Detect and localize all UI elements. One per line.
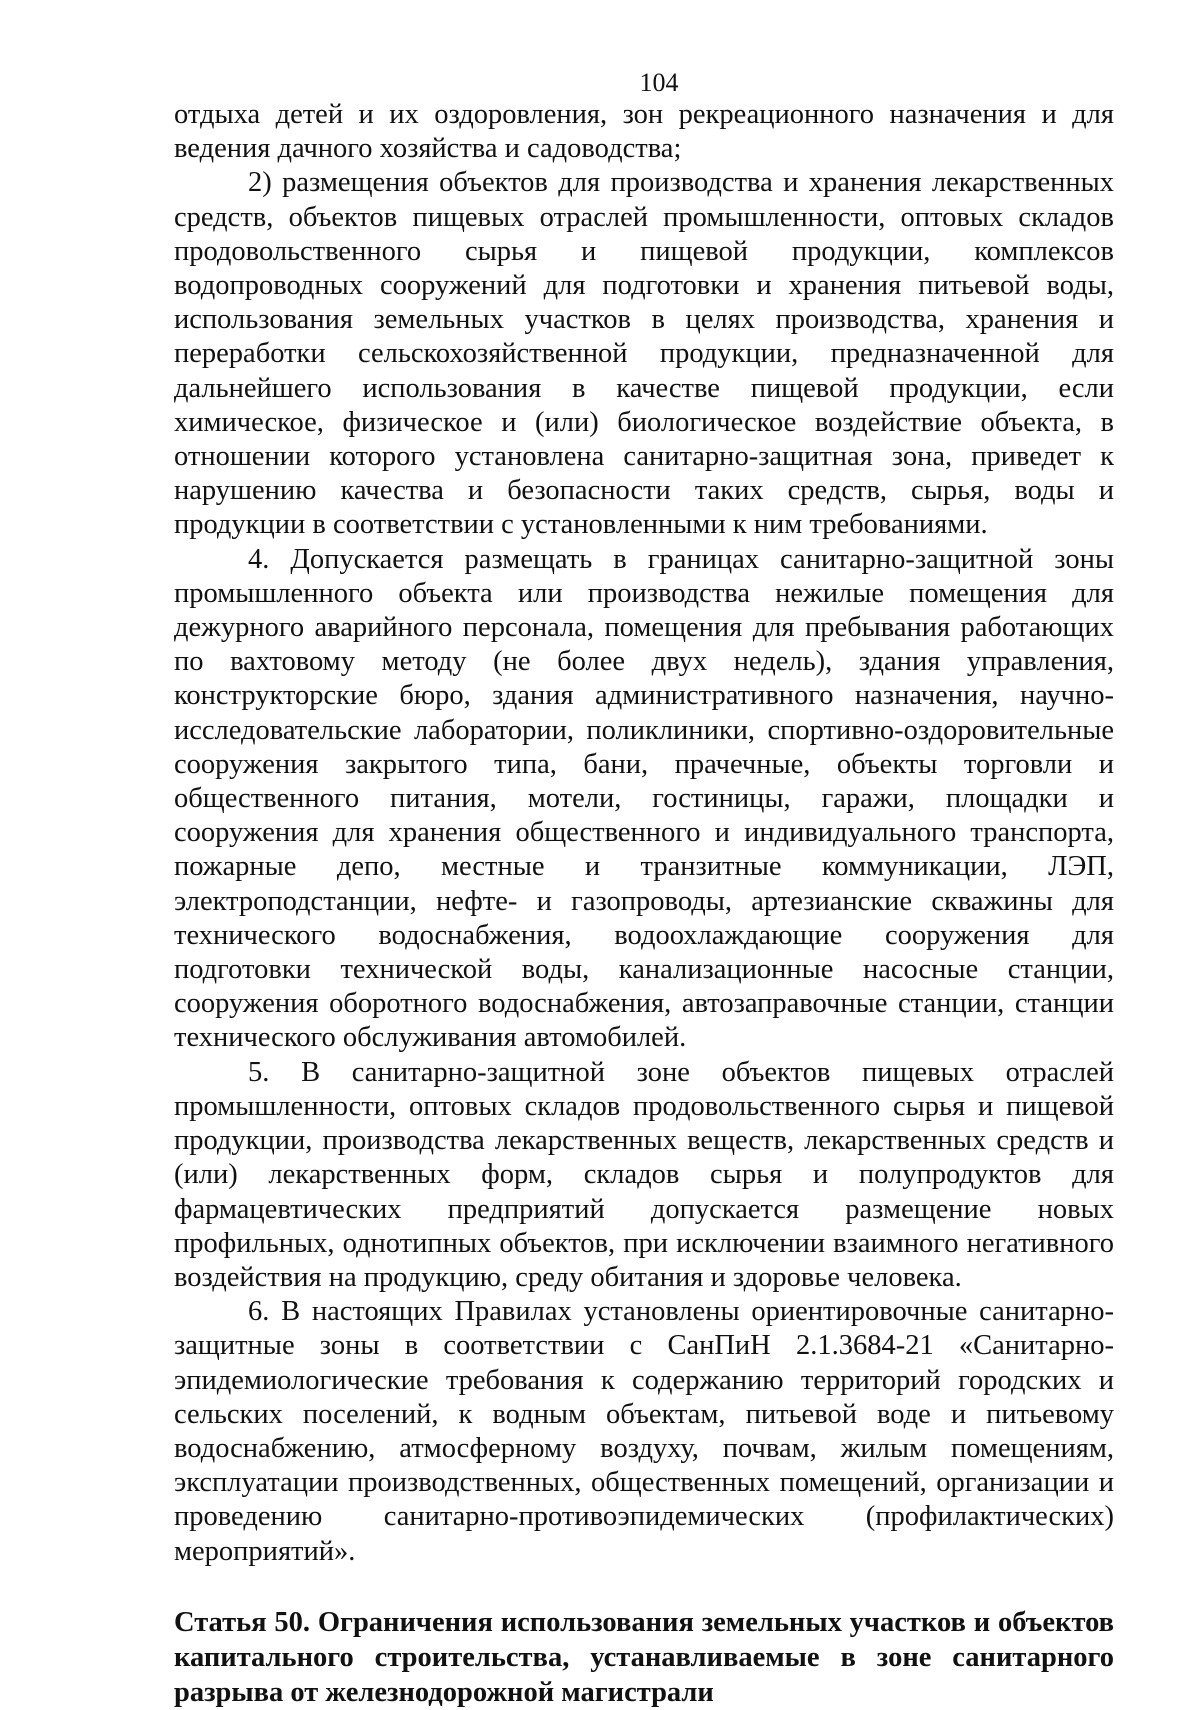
paragraph-item-6: 6. В настоящих Правилах установлены ориентировочные санитарно-защитные зоны в соответствии с СанПиН 2.1.3684-21 «Санитарно-эпидемиологические требования к содержанию территорий городских и сельских поселений, к водным объектам, питьевой воде и питьевому водоснабжению, атмосферному воздуху, почвам, жилым помещениям, эксплуатации производственных, общественных помещений, организации и проведению санитарно-противоэпидемических (профилактических) мероприятий». bbox=[174, 1296, 1114, 1567]
paragraph-item-2: 2) размещения объектов для производства и хранения лекарственных средств, объектов пищевых отраслей промышленности, оптовых складов продовольственного сырья и пищевой продукции, комплексов водопроводных сооружений для подготовки и хранения питьевой воды, использования земельных участков в целях производства, хранения и переработки сельскохозяйственной продукции, предназначенной для дальнейшего использования в качестве пищевой продукции, если химическое, физическое и (или) биологическое воздействие объекта, в отношении которого установлена санитарно-защитная зона, приведет к нарушению качества и безопасности таких средств, сырья, воды и продукции в соответствии с установленными к ним требованиями. bbox=[174, 167, 1114, 541]
paragraph-item-4: 4. Допускается размещать в границах санитарно-защитной зоны промышленного объекта или производства нежилые помещения для дежурного аварийного персонала, помещения для пребывания работающих по вахтовому методу (не более двух недель), здания управления, конструкторские бюро, здания административного назначения, научно-исследовательские лаборатории, поликлиники, спортивно-оздоровительные сооружения закрытого типа, бани, прачечные, объекты торговли и общественного питания, мотели, гостиницы, гаражи, площадки и сооружения для хранения общественного и индивидуального транспорта, пожарные депо, местные и транзитные коммуникации, ЛЭП, электроподстанции, нефте- и газопроводы, артезианские скважины для технического водоснабжения, водоохлаждающие сооружения для подготовки технической воды, канализационные насосные станции, сооружения оборотного водоснабжения, автозаправочные станции, станции технического обслуживания автомобилей. bbox=[174, 543, 1114, 1054]
paragraph-item-5: 5. В санитарно-защитной зоне объектов пищевых отраслей промышленности, оптовых складов продовольственного сырья и пищевой продукции, производства лекарственных веществ, лекарственных средств и (или) лекарственных форм, складов сырья и полупродуктов для фармацевтических предприятий допускается размещение новых профильных, однотипных объектов, при исключении взаимного негативного воздействия на продукцию, среду обитания и здоровье человека. bbox=[174, 1056, 1114, 1293]
page-number: 104 bbox=[639, 68, 679, 97]
document-page bbox=[174, 68, 1114, 1710]
paragraph-continuation: отдыха детей и их оздоровления, зон рекреационного назначения и для ведения дачного хозяйства и садоводства; bbox=[174, 99, 1114, 165]
article-heading: Статья 50. Ограничения использования земельных участков и объектов капитального строительства, устанавливаемые в зоне санитарного разрыва от железнодорожной магистрали bbox=[174, 1606, 1114, 1708]
